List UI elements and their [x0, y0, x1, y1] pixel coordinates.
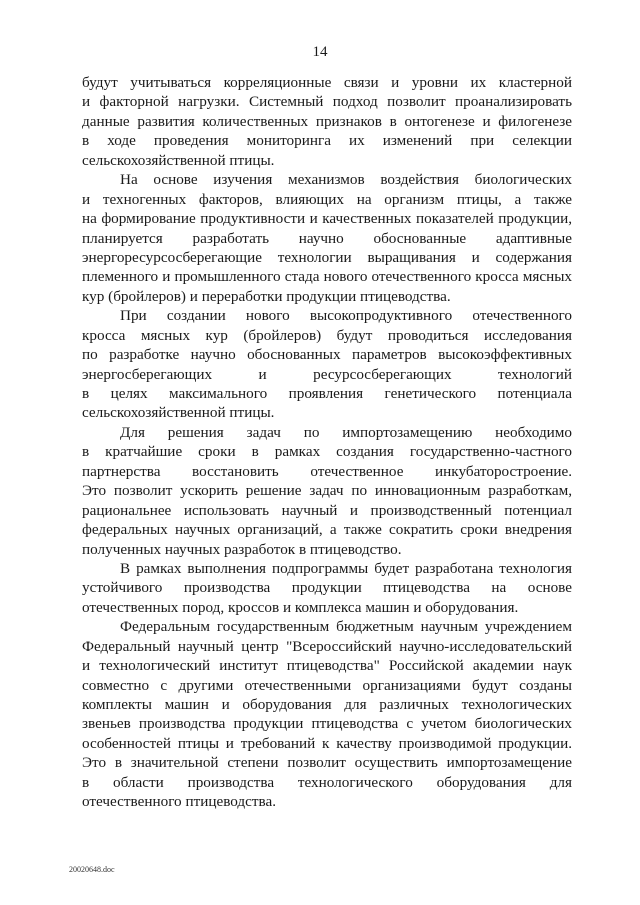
text-line: и технологический институт птицеводства" Российской академии наук [82, 657, 572, 675]
text-line: и факторной нагрузки. Системный подход позволит проанализировать [82, 93, 572, 111]
text-line: энергоресурсосберегающие технологии выращивания и содержания [82, 248, 572, 266]
text-line: В рамках выполнения подпрограммы будет разработана технология [120, 559, 572, 577]
text-line: данные развития количественных признаков в онтогенезе и филогенезе [82, 112, 572, 130]
text-line: племенного и промышленного стада нового отечественного кросса мясных [82, 268, 572, 286]
paragraph [82, 306, 572, 423]
text-line: в целях максимального проявления генетического потенциала [82, 385, 572, 402]
text-line: устойчивого производства продукции птицеводства на основе [82, 579, 572, 597]
text-line: Это позволит ускорить решение задач по инновационным разработкам, [82, 482, 572, 500]
text-line: Это в значительной степени позволит осуществить импортозамещение [82, 754, 572, 772]
text-line: в кратчайшие сроки в рамках создания государственно-частного [82, 443, 572, 461]
text-line: на формирование продуктивности и качественных показателей продукции, [82, 210, 572, 228]
text-line: кур (бройлеров) и переработки продукции птицеводства. [82, 287, 451, 305]
text-line: совместно с другими отечественными организациями будут созданы [82, 676, 572, 694]
text-line: кросса мясных кур (бройлеров) будут проводиться исследования [82, 326, 572, 344]
text-line: особенностей птицы и требований к качеству производимой продукции. [82, 734, 572, 752]
text-line: На основе изучения механизмов воздействия биологических [120, 171, 572, 189]
text-line: и техногенных факторов, влияющих на организм птицы, а также [82, 190, 572, 208]
paragraph [82, 73, 572, 170]
text-line: комплекты машин и оборудования для различных технологических [82, 696, 572, 713]
text-line: планируется разработать научно обоснованные адаптивные [82, 229, 572, 247]
text-line: сельскохозяйственной птицы. [82, 404, 275, 422]
text-line: При создании нового высокопродуктивного отечественного [120, 307, 572, 325]
page-number: 14 [312, 44, 328, 60]
text-line: отечественного птицеводства. [82, 793, 277, 811]
text-line: Федеральный научный центр "Всероссийский научно-исследовательский [82, 637, 572, 655]
text-line: энергосберегающих и ресурсосберегающих технологий [82, 365, 572, 383]
text-line: отечественных пород, кроссов и комплекса машин и оборудования. [82, 598, 519, 616]
paragraph [82, 559, 572, 617]
text-line: по разработке научно обоснованных параметров высокоэффективных [82, 346, 572, 364]
text-line: полученных научных разработок в птицеводство. [82, 540, 402, 558]
text-line: сельскохозяйственной птицы. [82, 151, 275, 169]
text-line: Для решения задач по импортозамещению необходимо [120, 423, 572, 441]
footer-filename: 20020648.doc [69, 865, 115, 874]
text-line: звеньев производства продукции птицеводства с учетом биологических [82, 715, 572, 733]
document-body [82, 73, 572, 812]
paragraph [82, 423, 572, 559]
text-line: федеральных научных организаций, а также сократить сроки внедрения [82, 521, 572, 539]
text-line: партнерства восстановить отечественное инкубаторостроение. [82, 462, 572, 480]
paragraph [82, 170, 572, 306]
text-line: будут учитываться корреляционные связи и уровни их кластерной [82, 74, 572, 91]
text-line: в области производства технологического оборудования для [82, 773, 572, 791]
text-line: в ходе проведения мониторинга их изменений при селекции [82, 132, 572, 150]
paragraph [82, 617, 572, 811]
text-line: рациональнее использовать научный и производственный потенциал [82, 501, 572, 519]
text-line: Федеральным государственным бюджетным научным учреждением [120, 618, 572, 636]
